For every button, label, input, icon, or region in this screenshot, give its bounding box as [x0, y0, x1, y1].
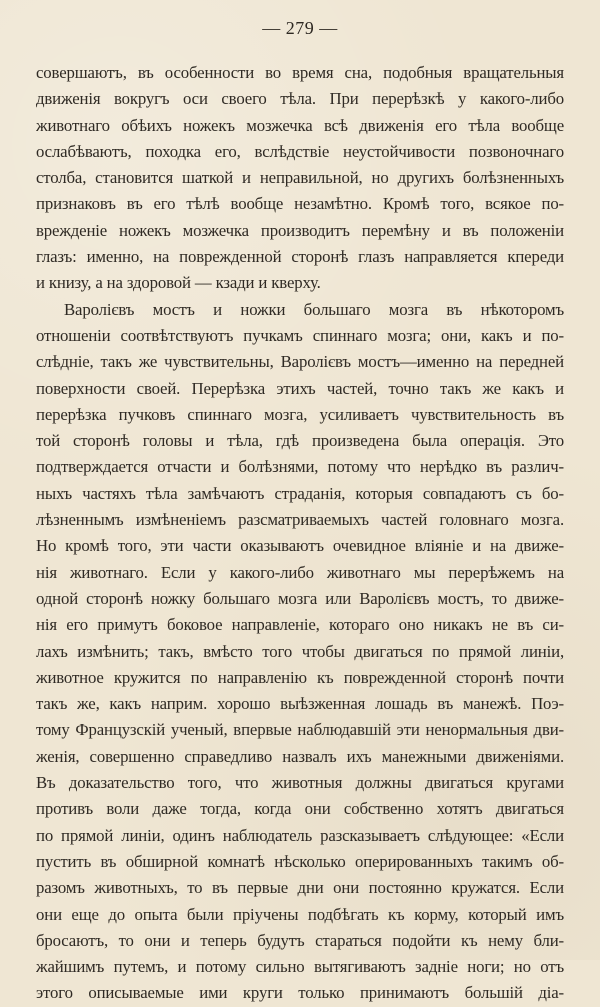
text-line-24: животное кружится по направленію къ поврежденной сторонѣ почти: [36, 667, 564, 687]
text-line-28: Въ доказательство того, что животныя должны двигаться кругами: [36, 773, 564, 793]
text-line-26: тому Французскій ученый, впервые наблюдавшій эти ненормальныя дви-: [36, 720, 564, 740]
text-line-21: одной сторонѣ ножку большаго мозга или Варолієвъ мостъ, то движе-: [36, 588, 564, 608]
text-line-25: такъ же, какъ наприм. хорошо выѣзженная лошадь въ манежѣ. Поэ-: [36, 694, 564, 714]
text-line-11: отношеніи соотвѣтствуютъ пучкамъ спиннаго мозга; они, какъ и по-: [36, 325, 564, 345]
text-line-31: пустить въ обширной комнатѣ нѣсколько оперированныхъ такимъ об-: [36, 851, 564, 871]
text-line-20: нія животнаго. Если у какого-либо животнаго мы перерѣжемъ на: [36, 562, 564, 582]
paragraph-start-line: Варолієвъ мостъ и ножки большаго мозга въ нѣкоторомъ: [64, 299, 564, 319]
text-line-35: жайшимъ путемъ, и потому сильно вытягиваютъ задніе ноги; но отъ: [36, 957, 564, 977]
text-line-16: подтверждается отчасти и болѣзнями, потому что нерѣдко въ различ-: [36, 457, 564, 477]
text-line-7: врежденіе ножекъ мозжечка производитъ перемѣну и въ положеніи: [36, 220, 564, 240]
text-line-17: ныхъ частяхъ тѣла замѣчаютъ страданія, которыя совпадаютъ съ бо-: [36, 483, 564, 503]
text-line-14: перерѣзка пучковъ спиннаго мозга, усиливаетъ чувствительность въ: [36, 404, 564, 424]
text-line-6: признаковъ въ его тѣлѣ вообще незамѣтно. Кромѣ того, всякое по-: [36, 194, 564, 214]
text-line-33: они еще до опыта были пріучены подбѣгать къ корму, который имъ: [36, 904, 564, 924]
page-number: — 279 —: [262, 18, 338, 38]
text-line-5: столба, становится шаткой и неправильной, но другихъ болѣзненныхъ: [36, 168, 564, 188]
text-line-32: разомъ животныхъ, то въ первые дни они постоянно кружатся. Если: [36, 878, 564, 898]
text-line-3: животнаго обѣихъ ножекъ мозжечка всѣ движенія его тѣла вообще: [36, 115, 564, 135]
page-text: [36, 60, 564, 1007]
text-line-30: по прямой линіи, одинъ наблюдатель разсказываетъ слѣдующее: «Если: [36, 825, 564, 845]
text-line-2: движенія вокругъ оси своего тѣла. При перерѣзкѣ у какого-либо: [36, 89, 564, 109]
text-line-19: Но кромѣ того, эти части оказываютъ очевидное вліяніе и на движе-: [36, 536, 564, 556]
text-line-27: женія, совершенно справедливо назвалъ ихъ манежными движеніями.: [36, 746, 564, 766]
text-line-9: и книзу, а на здоровой — кзади и кверху.: [36, 273, 321, 293]
text-line-4: ослабѣваютъ, походка его, вслѣдствіе неустойчивости позвоночнаго: [36, 141, 564, 161]
text-line-13: поверхности своей. Перерѣзка этихъ частей, точно такъ же какъ и: [36, 378, 564, 398]
text-line-34: бросаютъ, то они и теперь будутъ стараться подойти къ нему бли-: [36, 930, 564, 950]
text-line-29: противъ воли даже тогда, когда они собственно хотятъ двигаться: [36, 799, 564, 819]
text-line-18: лѣзненнымъ измѣненіемъ разсматриваемыхъ частей головнаго мозга.: [36, 510, 564, 530]
text-line-15: той сторонѣ головы и тѣла, гдѣ произведена была операція. Это: [36, 431, 564, 451]
text-line-12: слѣдніе, такъ же чувствительны, Варолієвъ мостъ—именно на передней: [36, 352, 564, 372]
text-line-8: глазъ: именно, на поврежденной сторонѣ глазъ направляется кпереди: [36, 247, 564, 267]
text-line-1: совершаютъ, въ особенности во время сна, подобныя вращательныя: [36, 63, 564, 82]
text-line-23: лахъ измѣнить; такъ, вмѣсто того чтобы двигаться по прямой линіи,: [36, 641, 564, 661]
text-line-22: нія его примутъ боковое направленіе, котораго оно никакъ не въ си-: [36, 615, 564, 635]
text-line-36: этого описываемые ими круги только принимаютъ большій діа-: [36, 983, 564, 1003]
